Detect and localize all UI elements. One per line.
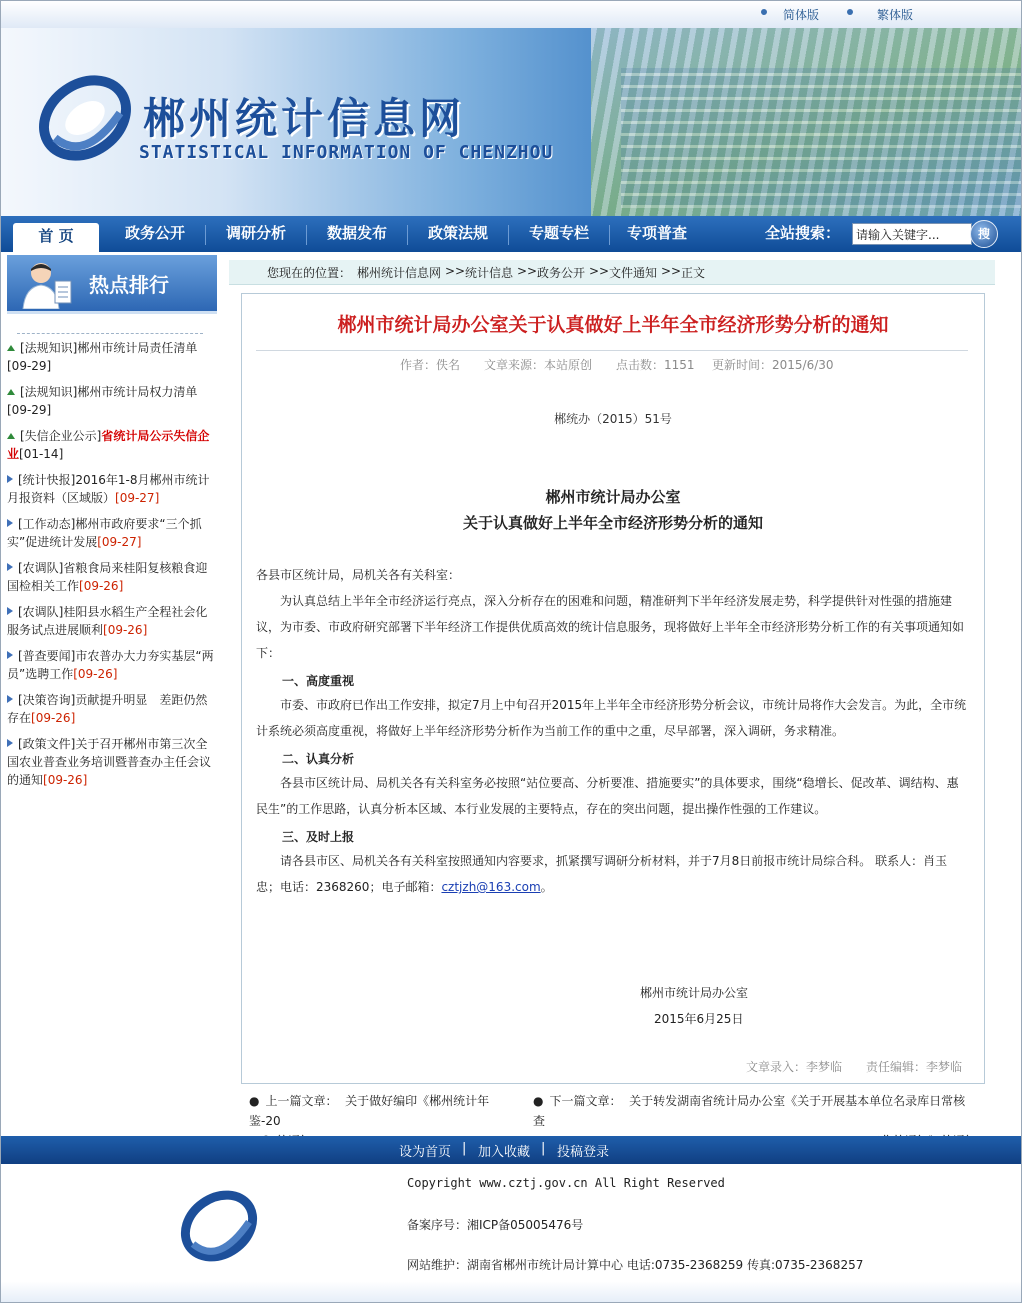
signature-date: 2015年6月25日 [654, 1012, 744, 1026]
breadcrumb-separator: >> [661, 264, 682, 278]
bullet-icon: ● [533, 1094, 544, 1108]
simplified-chinese-link[interactable]: 简体版 [783, 8, 820, 22]
up-arrow-icon [7, 389, 15, 395]
notice-heading-title: 关于认真做好上半年全市经济形势分析的通知 [462, 514, 763, 532]
right-arrow-icon [7, 607, 13, 615]
submission-login-link[interactable]: 投稿登录 [557, 1145, 610, 1160]
next-article[interactable]: ● 下一篇文章： 关于转发湖南省统计局办公室《关于开展基本单位名录库日常核查 [533, 1094, 966, 1128]
document-number: 郴统办（2015）51号 [554, 412, 672, 426]
right-arrow-icon [7, 651, 13, 659]
hot-list-item[interactable]: [法规知识]郴州市统计局责任清单 [09-29] [7, 341, 198, 373]
article-editor: 责任编辑：李梦临 [866, 1060, 963, 1074]
breadcrumb-separator: >> [445, 264, 466, 278]
up-arrow-icon [7, 345, 15, 351]
nav-item-data-release[interactable]: 数据发布 [326, 224, 387, 242]
bullet-icon [847, 9, 853, 15]
search-input[interactable] [852, 223, 972, 245]
hot-list-item[interactable]: [农调队]省粮食局来桂阳复核粮食迎国检相关工作[09-26] [7, 561, 208, 593]
right-arrow-icon [7, 475, 13, 483]
right-arrow-icon [7, 563, 13, 571]
right-arrow-icon [7, 695, 13, 703]
hot-list-item[interactable]: [失信企业公示]省统计局公示失信企业[01-14] [7, 429, 210, 461]
nav-item-policy-regulations[interactable]: 政策法规 [427, 224, 488, 242]
banner-city-overlay [621, 68, 1021, 208]
article-panel [241, 293, 985, 1084]
site-title: 郴州统计信息网 [143, 94, 466, 143]
article-author: 作者：佚名 [400, 358, 461, 372]
site-footer [1, 1164, 1021, 1302]
hot-list-item[interactable]: [普查要闻]市农普办大力夯实基层“两员”选聘工作[09-26] [7, 649, 214, 681]
breadcrumb-item-current: 正文 [681, 266, 706, 280]
article-title: 郴州市统计局办公室关于认真做好上半年全市经济形势分析的通知 [337, 314, 889, 336]
traditional-chinese-link[interactable]: 繁体版 [877, 8, 914, 22]
section-1-title: 一、高度重视 [282, 674, 355, 688]
footer-separator: | [541, 1141, 546, 1156]
breadcrumb-item-notices[interactable]: 文件通知 [609, 266, 658, 280]
maintainer-info: 网站维护：湖南省郴州市统计局计算中心 电话:0735-2368259 传真:0735-2368257 [407, 1258, 864, 1272]
breadcrumb-item-government-affairs[interactable]: 政务公开 [537, 266, 586, 280]
previous-article[interactable]: ● 上一篇文章： 关于做好编印《郴州统计年鉴-20 [249, 1094, 490, 1128]
breadcrumb [229, 260, 995, 285]
breadcrumb-item-home[interactable]: 郴州统计信息网 [357, 266, 442, 280]
section-1-body: 市委、市政府已作出工作安排，拟定7月上中旬召开2015年上半年全市经济形势分析会议，市统计局将作大会发言。为此，全市统计系统必须高度重视，将做好上半年经济形势分析作为当前工作的重中之重，尽早部署，深入调研，务求精准。 [256, 698, 967, 738]
intro-paragraph: 为认真总结上半年全市经济运行亮点，深入分析存在的困难和问题，精准研判下半年经济发展走势，科学提供针对性强的措施建议，为市委、市政府研究部署下半年经济工作提供优质高效的统计信息服务，现将做好上半年全市经济形势分析工作的有关事项通知如下： [256, 594, 965, 660]
search-label: 全站搜索： [765, 224, 841, 242]
section-2-body: 各县市区统计局、局机关各有关科室务必按照“站位要高、分析要准、措施要实”的具体要求，围绕“稳增长、促改革、调结构、惠民生”的工作思路，认真分析本区域、本行业发展的主要特点，存在的突出问题，提出操作性强的工作建议。 [256, 776, 959, 816]
email-link[interactable]: cztjzh@163.com [441, 880, 541, 894]
salutation: 各县市区统计局，局机关各有关科室： [256, 568, 461, 582]
sidebar-title: 热点排行 [89, 273, 169, 297]
nav-item-home[interactable]: 首 页 [13, 223, 99, 252]
article-entered-by: 文章录入：李梦临 [746, 1060, 843, 1074]
icp-number: 备案序号：湘ICP备05005476号 [407, 1218, 584, 1232]
hot-ranking-sidebar [7, 255, 217, 795]
breadcrumb-label: 您现在的位置： [267, 266, 352, 280]
person-icon [19, 259, 77, 309]
signature-org: 郴州市统计局办公室 [640, 986, 749, 1000]
sidebar-divider [17, 333, 203, 335]
hot-list-item[interactable]: [工作动态]郴州市政府要求“三个抓实”促进统计发展[09-27] [7, 517, 202, 549]
right-arrow-icon [7, 519, 13, 527]
article-clicks: 点击数：1151 [616, 358, 695, 372]
article-source: 文章来源：本站原创 [484, 358, 593, 372]
add-favorite-link[interactable]: 加入收藏 [478, 1145, 531, 1160]
section-3-title: 三、及时上报 [282, 830, 355, 844]
copyright-text: Copyright www.cztj.gov.cn All Right Reserved [407, 1176, 725, 1190]
breadcrumb-item-statistics-info[interactable]: 统计信息 [465, 266, 514, 280]
set-homepage-link[interactable]: 设为首页 [399, 1145, 452, 1160]
footer-nav [1, 1136, 1021, 1164]
hot-list-item[interactable]: [决策咨询]贡献提升明显 差距仍然存在[09-26] [7, 693, 208, 725]
main-nav [1, 216, 1021, 252]
hot-list-item[interactable]: [法规知识]郴州市统计局权力清单 [09-29] [7, 385, 198, 417]
section-2-title: 二、认真分析 [282, 752, 355, 766]
right-arrow-icon [7, 739, 13, 747]
sidebar-header [7, 255, 217, 314]
notice-heading-org: 郴州市统计局办公室 [545, 488, 681, 506]
search-button[interactable]: 搜 [970, 220, 998, 248]
site-subtitle: STATISTICAL INFORMATION OF CHENZHOU [139, 142, 554, 163]
top-bar [1, 1, 1021, 28]
site-banner [1, 28, 1021, 216]
footer-separator: | [462, 1141, 467, 1156]
footer-logo-icon [175, 1184, 263, 1268]
nav-item-special-census[interactable]: 专项普查 [626, 224, 687, 242]
site-logo-icon [35, 68, 135, 168]
nav-item-research-analysis[interactable]: 调研分析 [225, 224, 286, 242]
nav-item-government-affairs[interactable]: 政务公开 [124, 224, 185, 242]
breadcrumb-separator: >> [589, 264, 610, 278]
hot-list-item[interactable]: [农调队]桂阳县水稻生产全程社会化服务试点进展顺利[09-26] [7, 605, 208, 637]
bullet-icon [761, 9, 767, 15]
article-updated: 更新时间：2015/6/30 [712, 358, 834, 372]
section-3-body: 请各县市区、局机关各有关科室按照通知内容要求，抓紧撰写调研分析材料，并于7月8日前报市统计局综合科。 联系人：肖玉忠；电话：2368260；电子邮箱：cztjzh@163.com。 [256, 854, 948, 894]
hot-list-item[interactable]: [统计快报]2016年1-8月郴州市统计月报资料（区域版）[09-27] [7, 473, 210, 505]
breadcrumb-separator: >> [517, 264, 538, 278]
hot-list-item[interactable]: [政策文件]关于召开郴州市第三次全国农业普查业务培训暨普查办主任会议的通知[09-26] [7, 737, 212, 787]
bullet-icon: ● [249, 1094, 260, 1108]
up-arrow-icon [7, 433, 15, 439]
nav-item-special-topics[interactable]: 专题专栏 [528, 224, 589, 242]
title-divider [256, 350, 968, 351]
